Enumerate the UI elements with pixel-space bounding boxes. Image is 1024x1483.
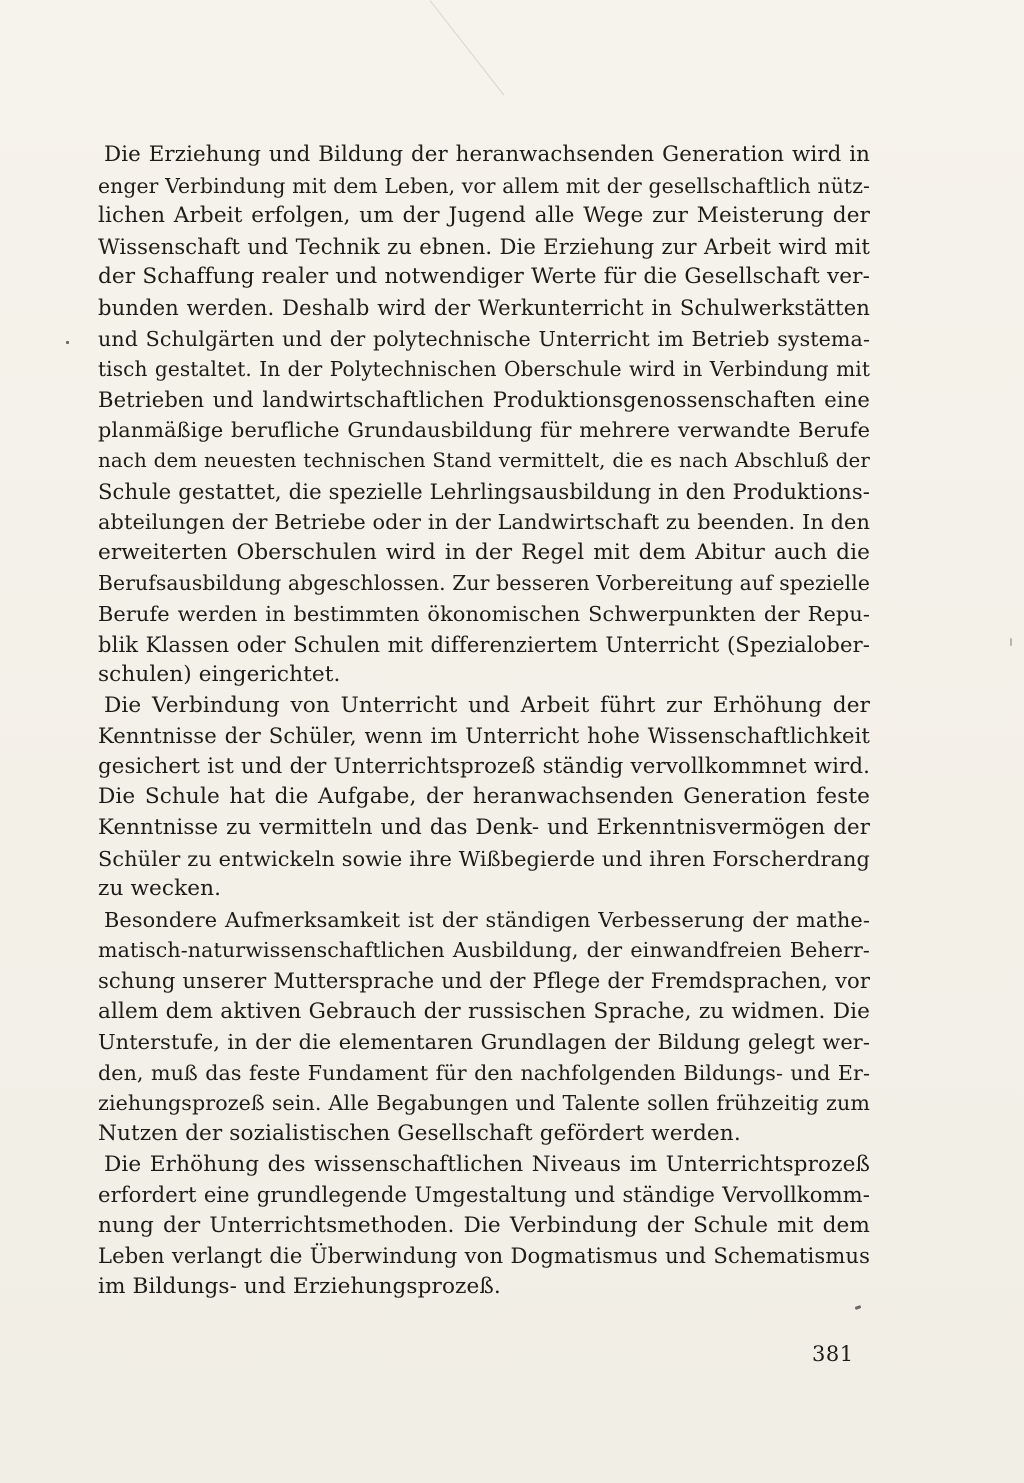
- text-line: Kenntnisse der Schüler, wenn im Unterricht hohe Wissenschaftlichkeit: [98, 723, 870, 749]
- text-line: allem dem aktiven Gebrauch der russischen Sprache, zu widmen. Die: [98, 998, 870, 1024]
- paragraph-1: [98, 140, 870, 691]
- text-line: blik Klassen oder Schulen mit differenziertem Unterricht (Spezialober-: [98, 631, 870, 657]
- text-line: nach dem neuesten technischen Stand vermittelt, die es nach Abschluß der: [98, 448, 870, 472]
- text-line: Besondere Aufmerksamkeit ist der ständigen Verbesserung der mathe-: [104, 907, 870, 932]
- body-text: [98, 140, 870, 1303]
- text-line: Kenntnisse zu vermitteln und das Denk- und Erkenntnisvermögen der: [98, 815, 870, 841]
- text-line: Nutzen der sozialistischen Gesellschaft gefördert werden.: [98, 1121, 741, 1146]
- text-line: Die Erziehung und Bildung der heranwachsenden Generation wird in: [104, 142, 870, 167]
- text-line: tisch gestaltet. In der Polytechnischen Oberschule wird in Verbindung mit: [98, 357, 870, 382]
- text-line: nung der Unterrichtsmethoden. Die Verbindung der Schule mit dem: [98, 1212, 870, 1238]
- scan-speck: [66, 341, 69, 344]
- text-line: zu wecken.: [98, 876, 222, 902]
- text-line: abteilungen der Betriebe oder in der Landwirtschaft zu beenden. In den: [98, 510, 870, 535]
- text-line: Berufsausbildung abgeschlossen. Zur besseren Vorbereitung auf spezielle: [98, 571, 870, 596]
- text-line: erweiterten Oberschulen wird in der Regel mit dem Abitur auch die: [98, 539, 870, 565]
- text-line: Unterstufe, in der die elementaren Grundlagen der Bildung gelegt wer-: [98, 1030, 870, 1055]
- text-line: planmäßige berufliche Grundausbildung für mehrere verwandte Berufe: [98, 418, 870, 443]
- text-line: im Bildungs- und Erziehungsprozeß.: [98, 1273, 501, 1299]
- paragraph-3: [98, 905, 870, 1150]
- text-line: Schüler zu entwickeln sowie ihre Wißbegierde und ihren Forscherdrang: [98, 846, 870, 871]
- scan-artifact-line: [430, 0, 505, 95]
- text-line: Schule gestattet, die spezielle Lehrlingsausbildung in den Produktions-: [98, 478, 870, 504]
- text-line: bunden werden. Deshalb wird der Werkunterricht in Schulwerkstätten: [98, 294, 870, 320]
- text-line: Die Verbindung von Unterricht und Arbeit führt zur Erhöhung der: [104, 692, 870, 718]
- paragraph-2: [98, 691, 870, 905]
- text-line: und Schulgärten und der polytechnische Unterricht im Betrieb systema-: [98, 326, 870, 351]
- text-line: erfordert eine grundlegende Umgestaltung und ständige Vervollkomm-: [98, 1182, 870, 1208]
- text-line: Die Schule hat die Aufgabe, der heranwachsenden Generation feste: [98, 784, 870, 810]
- text-line: der Schaffung realer und notwendiger Werte für die Gesellschaft ver-: [98, 264, 870, 290]
- text-line: lichen Arbeit erfolgen, um der Jugend alle Wege zur Meisterung der: [98, 203, 870, 229]
- paragraph-4: [98, 1150, 870, 1303]
- scan-speck: [855, 1305, 862, 1310]
- text-line: schulen) eingerichtet.: [98, 662, 341, 688]
- page-number: 381: [812, 1342, 854, 1366]
- text-line: Berufe werden in bestimmten ökonomischen Schwerpunkten der Repu-: [98, 601, 870, 626]
- text-line: den, muß das feste Fundament für den nachfolgenden Bildungs- und Er-: [98, 1060, 870, 1085]
- text-line: Leben verlangt die Überwindung von Dogmatismus und Schematismus: [98, 1243, 870, 1269]
- text-line: matisch-naturwissenschaftlichen Ausbildung, der einwandfreien Beherr-: [98, 938, 870, 963]
- text-line: Betrieben und landwirtschaftlichen Produktionsgenossenschaften eine: [98, 386, 870, 412]
- text-line: enger Verbindung mit dem Leben, vor allem mit der gesellschaftlich nütz-: [98, 173, 870, 198]
- text-line: schung unserer Muttersprache und der Pflege der Fremdsprachen, vor: [98, 968, 870, 994]
- scan-speck: [1010, 638, 1012, 646]
- text-line: Die Erhöhung des wissenschaftlichen Niveaus im Unterrichtsprozeß: [104, 1151, 870, 1177]
- text-line: gesichert ist und der Unterrichtsprozeß ständig vervollkommnet wird.: [98, 753, 870, 779]
- text-line: ziehungsprozeß sein. Alle Begabungen und Talente sollen frühzeitig zum: [98, 1091, 870, 1116]
- text-line: Wissenschaft und Technik zu ebnen. Die Erziehung zur Arbeit wird mit: [98, 233, 870, 259]
